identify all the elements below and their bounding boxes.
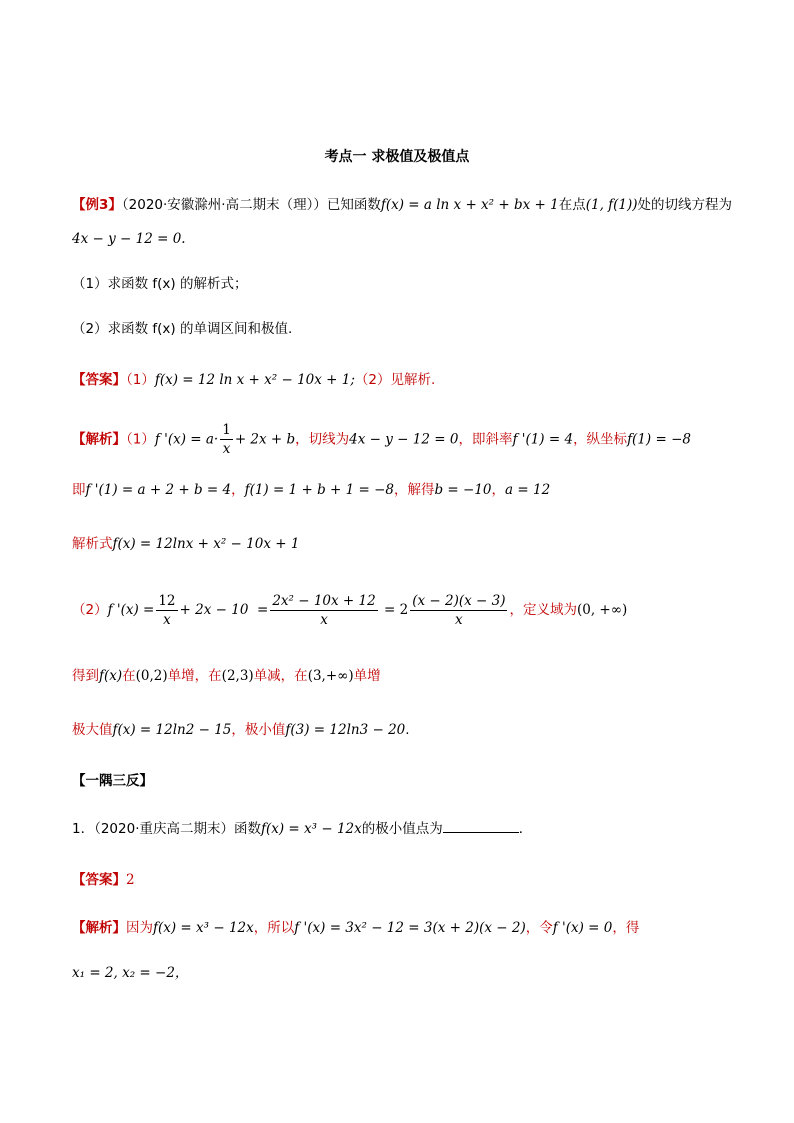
analysis-line-2 — [72, 479, 722, 501]
analysis-text: 单增 — [353, 668, 381, 684]
derivative-lhs: f '(x) = a· — [154, 431, 219, 448]
example-line-1 — [72, 194, 733, 216]
question-text: 函数 — [234, 821, 261, 837]
ordinate-value: f(1) = −8 — [627, 431, 691, 448]
analysis-text: 单减，在 — [253, 668, 308, 684]
derivative-lhs-2: f '(x) = — [107, 602, 155, 618]
fraction-numerator: 2x² − 10x + 12 — [272, 592, 376, 609]
fraction-denominator: x — [320, 611, 328, 628]
derivative-rest: + 2x + b — [234, 431, 296, 448]
analysis-text: 极大值 — [72, 722, 113, 738]
roots: x₁ = 2, x₂ = −2， — [72, 965, 189, 981]
local-minimum: f(3) = 12ln3 − 20 — [285, 722, 406, 738]
practice-heading: 【一隅三反】 — [72, 773, 153, 789]
fraction-numerator: 1 — [222, 422, 231, 438]
tangent-equation: 4x − y − 12 = 0. — [72, 231, 186, 247]
analysis-text: ，令 — [525, 920, 553, 936]
fraction-quadratic-over-x — [270, 592, 377, 629]
equation: f '(1) = a + 2 + b = 4 — [85, 482, 232, 498]
analysis-line-3 — [72, 533, 722, 555]
analysis-text: 在 — [122, 668, 136, 684]
example-point: (1, f(1)) — [585, 197, 638, 213]
analysis-line-1 — [72, 421, 722, 458]
analysis-line-4 — [72, 590, 722, 630]
answer-line — [72, 369, 722, 391]
example-mid: 在点 — [558, 197, 586, 213]
fraction-denominator: x — [163, 611, 171, 628]
interval-decreasing: (2,3) — [221, 668, 254, 684]
question-1: （1）求函数 f(x) 的解析式； — [72, 276, 248, 292]
analysis-text: 得到 — [72, 668, 99, 684]
period: . — [405, 722, 410, 738]
section-title: 考点一 求极值及极值点 — [324, 149, 470, 165]
practice-analysis-line-1 — [72, 917, 722, 939]
analysis-line-6 — [72, 719, 722, 741]
example-source: （2020·安徽滁州·高二期末（理）） — [121, 197, 327, 213]
practice-answer-tag: 【答案】 — [72, 872, 126, 888]
example-function: f(x) = a ln x + x² + bx + 1 — [380, 197, 559, 213]
analysis-text: ，解得 — [394, 482, 435, 498]
fraction-numerator: 12 — [158, 592, 176, 609]
derivative-zero: f '(x) = 0 — [552, 920, 613, 936]
analysis-formula: f(x) = 12lnx + x² − 10x + 1 — [112, 536, 300, 552]
question-text: 的极小值点为 — [361, 821, 443, 837]
analysis-text: ， — [231, 482, 245, 498]
answer-tag: 【答案】 — [72, 372, 126, 388]
fraction-factored-over-x — [410, 592, 507, 629]
fraction-denominator: x — [222, 441, 231, 457]
domain-interval: (0, +∞) — [576, 602, 628, 618]
analysis-text: 解析式 — [72, 536, 113, 552]
analysis-label-1: （1） — [126, 431, 155, 448]
practice-analysis-line-2 — [72, 962, 722, 984]
answer-part1-label: （1） — [126, 372, 155, 388]
example-tail: 处的切线方程为 — [637, 197, 733, 213]
fraction-12-over-x — [156, 592, 177, 629]
analysis-label-2: （2） — [72, 602, 108, 618]
tangent-equation-2: 4x − y − 12 = 0 — [349, 431, 459, 448]
derivative-rest-2: + 2x − 10 — [179, 602, 249, 618]
practice-derivative: f '(x) = 3x² − 12 = 3(x + 2)(x − 2) — [294, 920, 526, 936]
fraction-numerator: (x − 2)(x − 3) — [412, 592, 506, 609]
local-maximum: f(x) = 12ln2 − 15 — [112, 722, 232, 738]
practice-answer-value: 2 — [126, 872, 135, 888]
analysis-text: ，得 — [612, 920, 640, 936]
analysis-text: ，定义域为 — [509, 602, 577, 618]
analysis-tag: 【解析】 — [72, 431, 126, 448]
answer-part1: f(x) = 12 ln x + x² − 10x + 1; — [154, 372, 355, 388]
example-line-2 — [72, 228, 722, 250]
analysis-text: ，所以 — [253, 920, 295, 936]
interval-increasing-1: (0,2) — [135, 668, 168, 684]
example-lead: 已知函数 — [326, 197, 381, 213]
analysis-text: 单增，在 — [167, 668, 222, 684]
b-value: b = −10 — [434, 482, 492, 498]
equals-sign: = — [257, 602, 269, 618]
analysis-text: 因为 — [126, 920, 153, 936]
equals-two: = 2 — [384, 602, 409, 618]
equation: f(1) = 1 + b + 1 = −8 — [244, 482, 394, 498]
fraction-denominator: x — [455, 611, 463, 628]
practice-function: f(x) = x³ − 12x — [153, 920, 254, 936]
analysis-text: ，极小值 — [231, 722, 286, 738]
analysis-line-5 — [72, 665, 722, 687]
practice-analysis-tag: 【解析】 — [72, 920, 126, 936]
function-fx: f(x) — [99, 668, 123, 684]
question-function: f(x) = x³ − 12x — [261, 821, 362, 837]
question-2: （2）求函数 f(x) 的单调区间和极值. — [72, 321, 293, 337]
example-tag: 【例3】 — [72, 197, 122, 213]
question-end: ． — [518, 821, 533, 837]
analysis-text: ，纵坐标 — [573, 431, 628, 448]
slope-value: f '(1) = 4 — [512, 431, 574, 448]
answer-part2: （2）见解析. — [354, 372, 436, 388]
answer-blank — [443, 818, 519, 833]
practice-answer — [72, 869, 722, 891]
a-value: a = 12 — [505, 482, 551, 498]
question-number: 1． — [72, 821, 95, 837]
practice-question — [72, 818, 722, 840]
analysis-text: ， — [491, 482, 506, 498]
analysis-text: ，即斜率 — [458, 431, 513, 448]
question-source: （2020·重庆高二期末） — [94, 821, 234, 837]
interval-increasing-2: (3,+∞) — [307, 668, 354, 684]
fraction-1-over-x — [220, 421, 233, 458]
analysis-text: 即 — [72, 482, 86, 498]
analysis-text: ，切线为 — [295, 431, 350, 448]
